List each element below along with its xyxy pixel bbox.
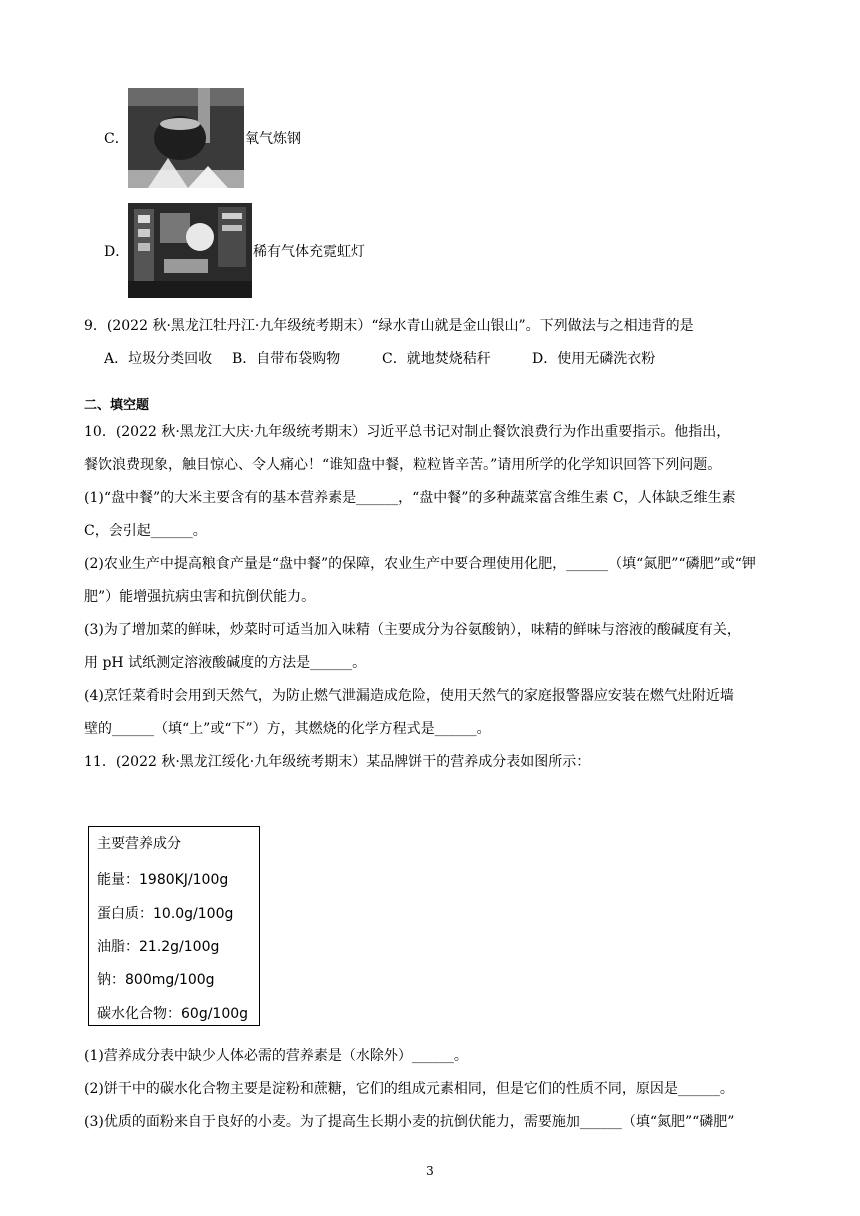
nutrition-table [88,826,260,1026]
nutrition-row: 油脂：21.2g/100g [97,939,220,955]
nutrition-row: 钠：800mg/100g [97,972,215,988]
option-text: 氧气炼钢 [245,131,301,147]
question-10-line: 壁的______（填“上”或“下”）方，其燃烧的化学方程式是______。 [84,721,491,737]
page-number: 3 [426,1164,434,1178]
option-text: 稀有气体充霓虹灯 [253,244,365,260]
question-10-line: (2)农业生产中提高粮食产量是“盘中餐”的保障，农业生产中要合理使用化肥，______（填“氮肥”“磷肥”或“钾 [84,556,756,572]
question-11-line: (1)营养成分表中缺少人体必需的营养素是（水除外）______。 [84,1048,468,1064]
question-10-line: C，会引起______。 [84,523,207,539]
question-11-line: (2)饼干中的碳水化合物主要是淀粉和蔗糖，它们的组成元素相同，但是它们的性质不同，原因是______。 [84,1081,734,1097]
choice-b: B．自带布袋购物 [232,351,341,367]
choice-a: A．垃圾分类回收 [104,351,213,367]
question-9-choices [104,348,655,368]
choice-d: D．使用无磷洗衣粉 [532,351,656,367]
question-11-stem: 11．(2022 秋·黑龙江绥化·九年级统考期末）某品牌饼干的营养成分表如图所示： [84,754,591,770]
nutrition-row: 蛋白质：10.0g/100g [97,906,234,922]
question-11-line: (3)优质的面粉来自于良好的小麦。为了提高生长期小麦的抗倒伏能力，需要施加______（填“氮肥”“磷肥” [84,1114,735,1130]
option-letter: D． [104,244,130,260]
section-title: 二、填空题 [84,398,150,413]
question-10-line: 肥”）能增强抗病虫害和抗倒伏能力。 [84,589,316,605]
question-10-line: 餐饮浪费现象，触目惊心、令人痛心！“谁知盘中餐，粒粒皆辛苦。”请用所学的化学知识回答下列问题。 [84,457,722,473]
option-letter-visible: C． [104,131,129,147]
question-10-line: 用 pH 试纸测定溶液酸碱度的方法是______。 [84,655,367,671]
option-d-label-row [104,241,129,261]
option-c-text-row [245,128,301,148]
option-c-label-row [104,128,129,148]
choice-c: C．就地焚烧秸秆 [382,351,491,367]
neon-lights-photo [128,203,252,298]
question-10-line: (4)烹饪菜肴时会用到天然气，为防止燃气泄漏造成危险，使用天然气的家庭报警器应安装在燃气灶附近墙 [84,688,734,704]
steelmaking-photo [128,88,244,188]
nutrition-row: 能量：1980KJ/100g [97,872,229,888]
question-9-stem: 9．(2022 秋·黑龙江牡丹江·九年级统考期末）“绿水青山就是金山银山”。下列做法与之相违背的是 [84,318,694,334]
question-10-line: 10．(2022 秋·黑龙江大庆·九年级统考期末）习近平总书记对制止餐饮浪费行为作出重要指示。他指出， [84,424,731,440]
option-d-text-row [253,241,365,261]
question-10-line: (3)为了增加菜的鲜味，炒菜时可适当加入味精（主要成分为谷氨酸钠），味精的鲜味与溶液的酸碱度有关， [84,622,741,638]
question-10-line: (1)“盘中餐”的大米主要含有的基本营养素是______，“盘中餐”的多种蔬菜富含维生素 C，人体缺乏维生素 [84,490,736,506]
nutrition-row: 碳水化合物：60g/100g [97,1006,249,1022]
nutrition-table-title: 主要营养成分 [97,836,181,852]
